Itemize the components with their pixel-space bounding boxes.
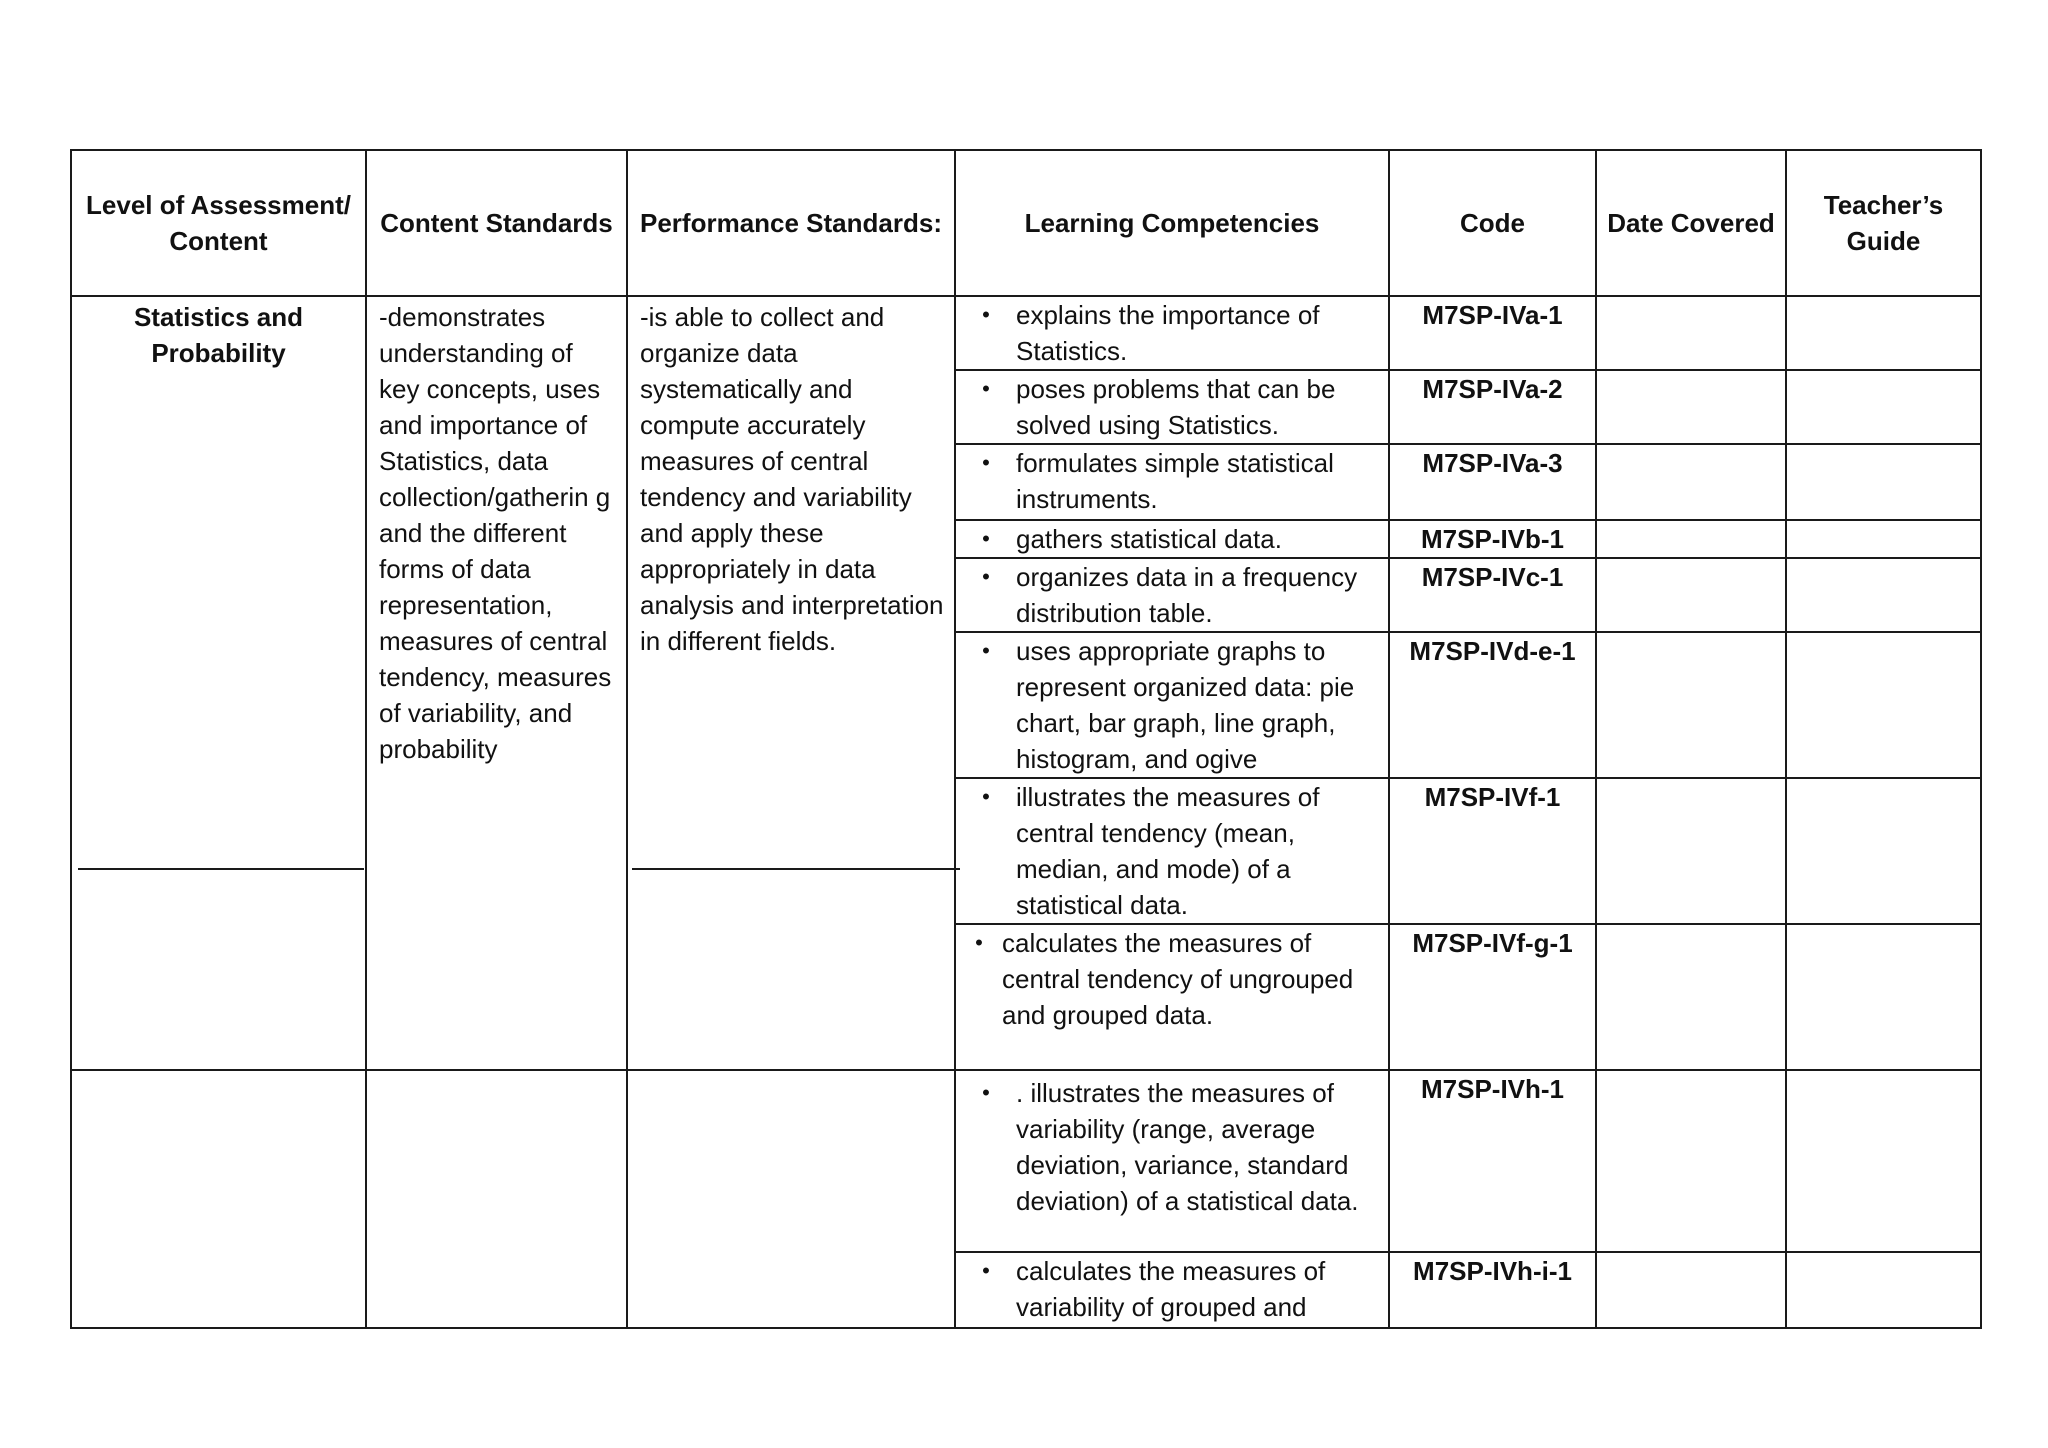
competency-cell xyxy=(955,778,1389,924)
competency-text: formulates simple statistical instruments. xyxy=(1016,448,1334,514)
curriculum-guide-table xyxy=(70,149,1982,1329)
code-cell: M7SP-IVa-2 xyxy=(1389,370,1596,444)
competency-cell xyxy=(955,1252,1389,1328)
level-text: Statistics and Probability xyxy=(133,302,304,368)
date-covered-cell xyxy=(1596,778,1786,924)
competency-cell xyxy=(955,296,1389,370)
competency-text: uses appropriate graphs to represent organized data: pie chart, bar graph, line graph, histogram, and ogive xyxy=(1016,636,1355,774)
teachers-guide-cell xyxy=(1786,558,1981,632)
date-covered-cell xyxy=(1596,444,1786,520)
teachers-guide-cell xyxy=(1786,296,1981,370)
competency-text: calculates the measures of central tendency of ungrouped and grouped data. xyxy=(1002,928,1354,1030)
header-learning-competencies: Learning Competencies xyxy=(955,150,1389,296)
competency-text: explains the importance of Statistics. xyxy=(1016,300,1320,366)
teachers-guide-cell xyxy=(1786,444,1981,520)
bullet-icon: • xyxy=(982,302,990,327)
date-covered-cell xyxy=(1596,924,1786,1070)
competency-text: organizes data in a frequency distribution table. xyxy=(1016,562,1358,628)
bullet-icon: • xyxy=(975,930,983,955)
competency-cell xyxy=(955,924,1389,1070)
performance-standard-cell xyxy=(627,296,955,1070)
competency-text: gathers statistical data. xyxy=(1016,524,1282,554)
code-cell: M7SP-IVh-i-1 xyxy=(1389,1252,1596,1328)
date-covered-cell xyxy=(1596,558,1786,632)
code-cell: M7SP-IVf-g-1 xyxy=(1389,924,1596,1070)
table-row xyxy=(71,1070,1981,1252)
divider-line xyxy=(78,868,364,870)
code-cell: M7SP-IVh-1 xyxy=(1389,1070,1596,1252)
date-covered-cell xyxy=(1596,296,1786,370)
bullet-icon: • xyxy=(982,564,990,589)
bullet-icon: • xyxy=(982,1258,990,1283)
code-cell: M7SP-IVf-1 xyxy=(1389,778,1596,924)
date-covered-cell xyxy=(1596,520,1786,558)
date-covered-cell xyxy=(1596,632,1786,778)
competency-text: . illustrates the measures of variability (range, average deviation, variance, standard deviation) of a statistical data. xyxy=(1016,1078,1359,1216)
header-performance-standards: Performance Standards: xyxy=(627,150,955,296)
level-cell-empty xyxy=(71,1070,366,1328)
bullet-icon: • xyxy=(982,638,990,663)
content-standard-text: -demonstrates understanding of key concepts, uses and importance of Statistics, data collection/gatherin g and the different forms of data representation, measures of central tendency, measures of variability, and probability xyxy=(379,302,612,764)
table-row xyxy=(71,296,1981,370)
code-cell: M7SP-IVa-1 xyxy=(1389,296,1596,370)
competency-text: calculates the measures of variability of grouped and xyxy=(1016,1256,1326,1322)
code-cell: M7SP-IVd-e-1 xyxy=(1389,632,1596,778)
competency-cell xyxy=(955,520,1389,558)
header-content-standards: Content Standards xyxy=(366,150,627,296)
bullet-icon: • xyxy=(982,450,990,475)
competency-text: illustrates the measures of central tendency (mean, median, and mode) of a statistical data. xyxy=(1016,782,1320,920)
teachers-guide-cell xyxy=(1786,778,1981,924)
bullet-icon: • xyxy=(982,1080,990,1105)
code-cell: M7SP-IVb-1 xyxy=(1389,520,1596,558)
teachers-guide-cell xyxy=(1786,632,1981,778)
content-standard-cell xyxy=(366,296,627,1070)
competency-cell xyxy=(955,444,1389,520)
teachers-guide-cell xyxy=(1786,370,1981,444)
bullet-icon: • xyxy=(982,376,990,401)
header-teachers-guide: Teacher’s Guide xyxy=(1786,150,1981,296)
bullet-icon: • xyxy=(982,784,990,809)
teachers-guide-cell xyxy=(1786,924,1981,1070)
date-covered-cell xyxy=(1596,1252,1786,1328)
code-cell: M7SP-IVc-1 xyxy=(1389,558,1596,632)
code-cell: M7SP-IVa-3 xyxy=(1389,444,1596,520)
competency-text: poses problems that can be solved using Statistics. xyxy=(1016,374,1336,440)
performance-standard-text: -is able to collect and organize data systematically and compute accurately measures of central tendency and variability and apply these appropriately in data analysis and interpretation in different fields. xyxy=(640,302,944,656)
header-date-covered: Date Covered xyxy=(1596,150,1786,296)
date-covered-cell xyxy=(1596,1070,1786,1252)
level-cell xyxy=(71,296,366,1070)
competency-cell xyxy=(955,1070,1389,1252)
header-level-of-assessment: Level of Assessment/ Content xyxy=(71,150,366,296)
bullet-icon: • xyxy=(982,526,990,551)
performance-standard-cell-empty xyxy=(627,1070,955,1328)
divider-line xyxy=(632,868,960,870)
header-row xyxy=(71,150,1981,296)
content-standard-cell-empty xyxy=(366,1070,627,1328)
teachers-guide-cell xyxy=(1786,1252,1981,1328)
teachers-guide-cell xyxy=(1786,520,1981,558)
header-code: Code xyxy=(1389,150,1596,296)
teachers-guide-cell xyxy=(1786,1070,1981,1252)
competency-cell xyxy=(955,370,1389,444)
competency-cell xyxy=(955,632,1389,778)
competency-cell xyxy=(955,558,1389,632)
date-covered-cell xyxy=(1596,370,1786,444)
